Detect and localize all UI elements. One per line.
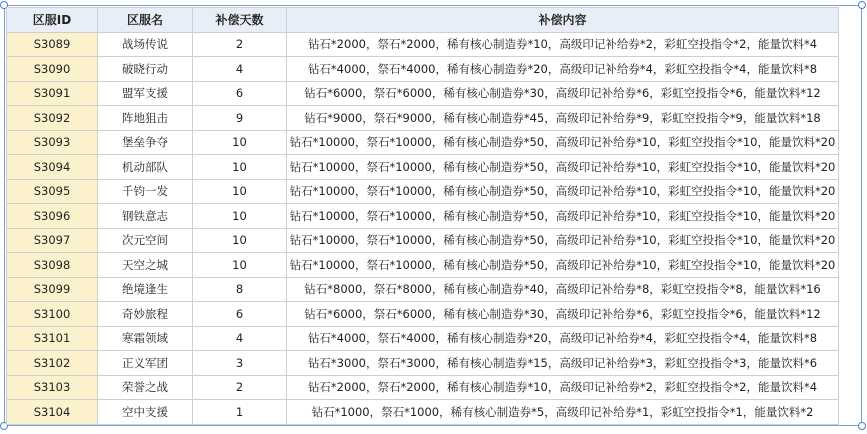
server-id-cell[interactable]: S3089 xyxy=(7,32,98,57)
table-row xyxy=(7,375,839,400)
server-id-cell[interactable]: S3095 xyxy=(7,179,98,204)
server-name-cell[interactable]: 天空之城 xyxy=(98,253,193,278)
resize-handle-top-right[interactable] xyxy=(858,1,866,9)
compensation-days-cell[interactable]: 4 xyxy=(193,57,287,82)
table-row xyxy=(7,204,839,229)
compensation-content-cell[interactable]: 钻石*3000，祭石*3000，稀有核心制造券*15，高级印记补给券*3，彩虹空投指令*3，能量饮料*6 xyxy=(287,351,839,376)
compensation-content-cell[interactable]: 钻石*10000，祭石*10000，稀有核心制造券*50，高级印记补给券*10，彩虹空投指令*10，能量饮料*20 xyxy=(287,204,839,229)
server-id-cell[interactable]: S3097 xyxy=(7,228,98,253)
server-id-cell[interactable]: S3102 xyxy=(7,351,98,376)
table-row xyxy=(7,81,839,106)
table-row xyxy=(7,130,839,155)
header-server-name: 区服名 xyxy=(98,8,193,33)
resize-handle-bottom-right[interactable] xyxy=(858,422,866,430)
compensation-days-cell[interactable]: 2 xyxy=(193,375,287,400)
server-name-cell[interactable]: 荣誉之战 xyxy=(98,375,193,400)
compensation-days-cell[interactable]: 10 xyxy=(193,155,287,180)
server-id-cell[interactable]: S3101 xyxy=(7,326,98,351)
table-row xyxy=(7,351,839,376)
table-row xyxy=(7,400,839,425)
server-name-cell[interactable]: 正义军团 xyxy=(98,351,193,376)
table-row xyxy=(7,57,839,82)
compensation-content-cell[interactable]: 钻石*2000，祭石*2000，稀有核心制造券*10，高级印记补给券*2，彩虹空投指令*2，能量饮料*4 xyxy=(287,32,839,57)
server-id-cell[interactable]: S3100 xyxy=(7,302,98,327)
compensation-content-cell[interactable]: 钻石*10000，祭石*10000，稀有核心制造券*50，高级印记补给券*10，彩虹空投指令*10，能量饮料*20 xyxy=(287,130,839,155)
compensation-days-cell[interactable]: 6 xyxy=(193,81,287,106)
server-id-cell[interactable]: S3092 xyxy=(7,106,98,131)
compensation-content-cell[interactable]: 钻石*10000，祭石*10000，稀有核心制造券*50，高级印记补给券*10，彩虹空投指令*10，能量饮料*20 xyxy=(287,228,839,253)
compensation-days-cell[interactable]: 10 xyxy=(193,204,287,229)
table-row xyxy=(7,326,839,351)
table-row xyxy=(7,32,839,57)
server-id-cell[interactable]: S3090 xyxy=(7,57,98,82)
compensation-content-cell[interactable]: 钻石*10000，祭石*10000，稀有核心制造券*50，高级印记补给券*10，彩虹空投指令*10，能量饮料*20 xyxy=(287,253,839,278)
compensation-days-cell[interactable]: 10 xyxy=(193,253,287,278)
compensation-days-cell[interactable]: 4 xyxy=(193,326,287,351)
server-name-cell[interactable]: 钢铁意志 xyxy=(98,204,193,229)
compensation-days-cell[interactable]: 1 xyxy=(193,400,287,425)
table-row xyxy=(7,302,839,327)
server-name-cell[interactable]: 绝境逢生 xyxy=(98,277,193,302)
compensation-days-cell[interactable]: 10 xyxy=(193,228,287,253)
compensation-days-cell[interactable]: 3 xyxy=(193,351,287,376)
compensation-content-cell[interactable]: 钻石*2000，祭石*2000，稀有核心制造券*10，高级印记补给券*2，彩虹空投指令*2，能量饮料*4 xyxy=(287,375,839,400)
compensation-days-cell[interactable]: 10 xyxy=(193,130,287,155)
server-id-cell[interactable]: S3096 xyxy=(7,204,98,229)
server-id-cell[interactable]: S3098 xyxy=(7,253,98,278)
compensation-content-cell[interactable]: 钻石*4000，祭石*4000，稀有核心制造券*20，高级印记补给券*4，彩虹空投指令*4，能量饮料*8 xyxy=(287,326,839,351)
header-row xyxy=(7,8,839,33)
header-server-id: 区服ID xyxy=(7,8,98,33)
compensation-content-cell[interactable]: 钻石*6000，祭石*6000，稀有核心制造券*30，高级印记补给券*6，彩虹空投指令*6，能量饮料*12 xyxy=(287,81,839,106)
table-row xyxy=(7,277,839,302)
server-name-cell[interactable]: 破晓行动 xyxy=(98,57,193,82)
server-name-cell[interactable]: 次元空间 xyxy=(98,228,193,253)
compensation-days-cell[interactable]: 6 xyxy=(193,302,287,327)
server-name-cell[interactable]: 战场传说 xyxy=(98,32,193,57)
server-name-cell[interactable]: 机动部队 xyxy=(98,155,193,180)
server-name-cell[interactable]: 盟军支援 xyxy=(98,81,193,106)
table-row xyxy=(7,179,839,204)
server-id-cell[interactable]: S3091 xyxy=(7,81,98,106)
compensation-content-cell[interactable]: 钻石*6000，祭石*6000，稀有核心制造券*30，高级印记补给券*6，彩虹空投指令*6，能量饮料*12 xyxy=(287,302,839,327)
compensation-days-cell[interactable]: 10 xyxy=(193,179,287,204)
server-id-cell[interactable]: S3103 xyxy=(7,375,98,400)
server-id-cell[interactable]: S3094 xyxy=(7,155,98,180)
compensation-content-cell[interactable]: 钻石*4000，祭石*4000，稀有核心制造券*20，高级印记补给券*4，彩虹空投指令*4，能量饮料*8 xyxy=(287,57,839,82)
server-id-cell[interactable]: S3104 xyxy=(7,400,98,425)
server-name-cell[interactable]: 阵地狙击 xyxy=(98,106,193,131)
server-id-cell[interactable]: S3099 xyxy=(7,277,98,302)
server-id-cell[interactable]: S3093 xyxy=(7,130,98,155)
compensation-days-cell[interactable]: 2 xyxy=(193,32,287,57)
compensation-content-cell[interactable]: 钻石*1000，祭石*1000，稀有核心制造券*5，高级印记补给券*1，彩虹空投指令*1，能量饮料*2 xyxy=(287,400,839,425)
server-name-cell[interactable]: 寒霜领域 xyxy=(98,326,193,351)
header-compensation-content: 补偿内容 xyxy=(287,8,839,33)
compensation-table xyxy=(6,7,839,425)
table-row xyxy=(7,253,839,278)
table-row xyxy=(7,155,839,180)
compensation-content-cell[interactable]: 钻石*8000，祭石*8000，稀有核心制造券*40，高级印记补给券*8，彩虹空投指令*8，能量饮料*16 xyxy=(287,277,839,302)
server-name-cell[interactable]: 千钧一发 xyxy=(98,179,193,204)
table-row xyxy=(7,106,839,131)
compensation-days-cell[interactable]: 8 xyxy=(193,277,287,302)
compensation-content-cell[interactable]: 钻石*9000，祭石*9000，稀有核心制造券*45，高级印记补给券*9，彩虹空投指令*9，能量饮料*18 xyxy=(287,106,839,131)
compensation-content-cell[interactable]: 钻石*10000，祭石*10000，稀有核心制造券*50，高级印记补给券*10，彩虹空投指令*10，能量饮料*20 xyxy=(287,155,839,180)
server-name-cell[interactable]: 空中支援 xyxy=(98,400,193,425)
compensation-days-cell[interactable]: 9 xyxy=(193,106,287,131)
compensation-content-cell[interactable]: 钻石*10000，祭石*10000，稀有核心制造券*50，高级印记补给券*10，彩虹空投指令*10，能量饮料*20 xyxy=(287,179,839,204)
header-compensation-days: 补偿天数 xyxy=(193,8,287,33)
server-name-cell[interactable]: 奇妙旅程 xyxy=(98,302,193,327)
server-name-cell[interactable]: 堡垒争夺 xyxy=(98,130,193,155)
table-row xyxy=(7,228,839,253)
